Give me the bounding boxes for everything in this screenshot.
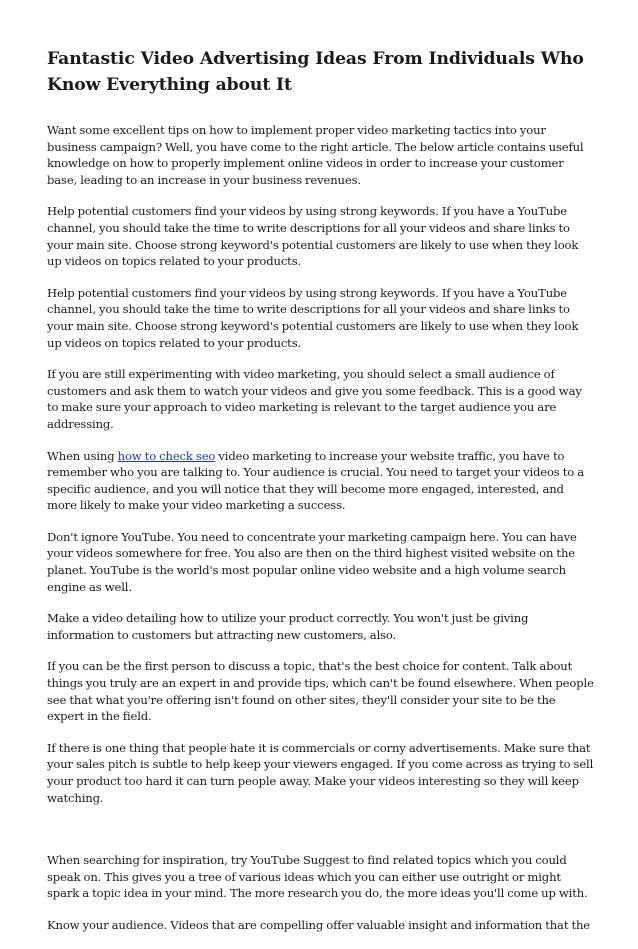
paragraph-intro: Want some excellent tips on how to implement proper video marketing tactics into your business campaign? Well, you have come to the right article. The below article contains useful knowledge on how to properly implement online videos in order to increase your customer base, leading to an increase in your business revenues. (47, 123, 584, 187)
paragraph-youtube: Don't ignore YouTube. You need to concentrate your marketing campaign here. You can have your videos somewhere for free. You also are then on the third highest visited website on the planet. YouTube is the world's most popular online video website and a high volume search engine as well. (47, 529, 577, 594)
paragraph-first-person: If you can be the first person to discuss a topic, that's the best choice for content. Talk about things you truly are an expert in and provide tips, which can't be found elsewhere. When people see that what you're offering isn't found on other sites, they'll consider your site to be the expert in the field. (47, 659, 594, 724)
paragraph-commercials: If there is one thing that people hate it is commercials or corny advertisements. Make sure that your sales pitch is subtle to help keep your viewers engaged. If you come across as trying to sell your product too hard it can turn people away. Make your videos interesting so they will keep watching. (47, 740, 594, 805)
document-page (47, 46, 595, 949)
document-title: Fantastic Video Advertising Ideas From Individuals Who Know Everything about It (47, 49, 584, 95)
paragraph-keywords: Help potential customers find your videos by using strong keywords. If you have a YouTube channel, you should take the time to write descriptions for all your videos and share links to your main site. Choose strong keyword's potential customers are likely to use when they look up videos on topics related to your products. (47, 204, 579, 269)
link-paragraph-after: video marketing to increase your website traffic, you have to remember who you are talking to. Your audience is crucial. You need to target your videos to a specific audience, and you will notice that they will become more engaged, interested, and more likely to make your video marketing a success. (47, 448, 584, 513)
paragraph-keywords-repeat: Help potential customers find your videos by using strong keywords. If you have a YouTube channel, you should take the time to write descriptions for all your videos and share links to your main site. Choose strong keyword's potential customers are likely to use when they look up videos on topics related to your products. (47, 285, 579, 350)
paragraph-inspiration: When searching for inspiration, try YouTube Suggest to find related topics which you could speak on. This gives you a tree of various ideas which you can either use outright or might spark a topic idea in your mind. The more research you do, the more ideas you'll come up with. (47, 853, 588, 901)
check-seo-link[interactable]: how to check seo (117, 448, 216, 463)
link-paragraph-before: When using (47, 448, 118, 463)
paragraph-audience-link (47, 448, 595, 514)
paragraph-experimenting: If you are still experimenting with video marketing, you should select a small audience of customers and ask them to watch your videos and give you some feedback. This is a good way to make sure your approach to video marketing is relevant to the target audience you are addressing. (47, 367, 582, 431)
paragraph-product-video: Make a video detailing how to utilize your product correctly. You won't just be giving information to customers but attracting new customers, also. (47, 611, 529, 642)
paragraph-know-audience: Know your audience. Videos that are compelling offer valuable insight and information that the (47, 917, 590, 932)
